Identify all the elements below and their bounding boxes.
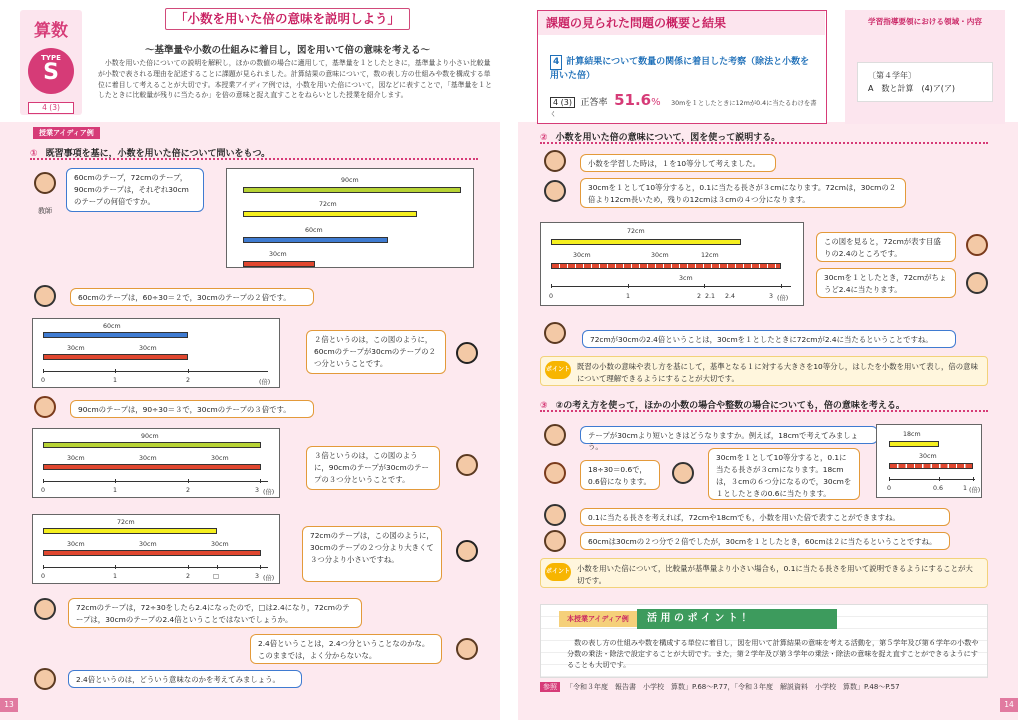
fr1-unit: (倍) xyxy=(777,295,789,302)
point-text-1: 既習の小数の意味や表し方を基にして，基準となる１に対する大きさを10等分し，はしたを小数を用いて表し，倍の意味について理解できるようにすることが大切です。 xyxy=(577,362,978,383)
subject-badge xyxy=(20,10,82,115)
fr2-tick-1 xyxy=(973,477,974,481)
type-circle xyxy=(28,48,74,94)
fr2-tape-30 xyxy=(889,463,973,469)
intro-text: 小数を用いた倍についての説明を解釈し，ほかの数値の場合に適用して，基準量を１としたときに，基準量より小さい比較量が小数で表される理由を記述することに課題が見られました。計算結果の意味について，数の表し方の仕組みや数を構成する単位に着目して考えることが大切です。本授業アイディア例では，小数を用いた倍について，図などに表すことで，「基準量を１としたときに比較量が残りに当たるか」を倍の意味と捉え直すことをねらいとした授業を紹介します。 xyxy=(98,59,493,100)
fig2-t1: 1 xyxy=(113,377,118,384)
figure-90-vs-30 xyxy=(32,428,280,498)
fig3-t3: 3 xyxy=(255,487,260,494)
fig2-tick-2 xyxy=(188,369,189,373)
fig3-unit: (倍) xyxy=(263,489,275,496)
fig4-tick-2 xyxy=(188,565,189,569)
fig3-tick-1 xyxy=(115,479,116,483)
fig3-tick-2 xyxy=(188,479,189,483)
result-box-title: 課題の見られた問題の概要と結果 xyxy=(538,11,825,35)
student-avatar-2 xyxy=(456,342,478,364)
teacher-avatar xyxy=(34,172,56,194)
page-title: 「小数を用いた倍の意味を説明しよう」 xyxy=(165,8,410,30)
fr2-axis xyxy=(889,479,975,480)
result-value: 51.6 xyxy=(614,91,652,109)
fig4-tape-72 xyxy=(43,528,217,534)
curriculum-item: A 数と計算 (4)ア(ア) xyxy=(868,84,956,93)
curriculum-grade: 〔第４学年〕 xyxy=(868,71,916,80)
fig4-t3: 3 xyxy=(255,573,260,580)
fr2-label-18: 18cm xyxy=(903,431,921,438)
fig4-t2: 2 xyxy=(186,573,191,580)
r-avatar-7 xyxy=(544,462,566,484)
r-avatar-6 xyxy=(544,424,566,446)
fig4-tick-0 xyxy=(43,565,44,569)
fig4-tick-3 xyxy=(260,565,261,569)
fr1-t3: 3 xyxy=(769,293,774,300)
fig3-label-30c: 30cm xyxy=(211,455,229,462)
point-icon-2: ポイント xyxy=(545,563,571,581)
fig3-label-30b: 30cm xyxy=(139,455,157,462)
fr2-unit: (倍) xyxy=(969,487,981,494)
step-1-text: 既習事項を基に，小数を用いた倍について問いをもつ。 xyxy=(45,149,271,159)
step-3-heading xyxy=(540,398,988,412)
fr1-t2: 2 xyxy=(697,293,702,300)
fig4-tick-1 xyxy=(115,565,116,569)
problem-text: 計算結果について数量の関係に着目した考察（除法と小数を用いた倍） xyxy=(550,57,810,81)
point-box-2 xyxy=(540,558,988,588)
fig2-label-30a: 30cm xyxy=(67,345,85,352)
r-avatar-10 xyxy=(544,530,566,552)
fr1-label-3: 3cm xyxy=(679,275,693,282)
result-label: 正答率 xyxy=(580,98,608,108)
problem-code: 4 (3) xyxy=(28,102,74,114)
figure-60-vs-30 xyxy=(32,318,280,388)
fig4-t1: 1 xyxy=(113,573,118,580)
result-number: 4 (3) xyxy=(550,97,575,108)
fig2-label-60: 60cm xyxy=(103,323,121,330)
fr1-t24: 2.4 xyxy=(725,293,736,300)
point-text-2: 小数を用いた倍について，比較量が基準量より小さい場合も，0.1に当たる長さを用いて説明できるようにすることが大切です。 xyxy=(577,564,973,585)
fig2-tick-0 xyxy=(43,369,44,373)
fig3-t2: 2 xyxy=(186,487,191,494)
reference-tag: 参照 xyxy=(540,682,560,692)
student-bubble-8: 2.4倍ということは，2.4つ分ということなのかな。このままでは，よく分からないな。 xyxy=(250,634,442,664)
teacher-bubble-1: 60cmのテープ，72cmのテープ，90cmのテープは，それぞれ30cmのテープの何倍ですか。 xyxy=(66,168,204,212)
fig3-tick-3 xyxy=(260,479,261,483)
fr1-label-12: 12cm xyxy=(701,252,719,259)
fig2-tick-1 xyxy=(115,369,116,373)
fr1-tape-72 xyxy=(551,239,741,245)
student-avatar-1 xyxy=(34,285,56,307)
page-number-left: 13 xyxy=(0,698,18,712)
curriculum-title: 学習指導要領における領域・内容 xyxy=(868,17,982,26)
fig1-label-90: 90cm xyxy=(341,177,359,184)
figure-72-decimal xyxy=(540,222,804,306)
teacher-bubble-9: 2.4倍というのは，どういう意味なのかを考えてみましょう。 xyxy=(68,670,302,688)
r-bubble-2: 30cmを１として10等分すると，0.1に当たる長さが３cmになります。72cmは，30cmの２倍より12cm長いため，残りの12cmは３cmの４つ分になります。 xyxy=(580,178,906,208)
fig2-tape-30x2 xyxy=(43,354,188,360)
figure-72-vs-30 xyxy=(32,514,280,584)
fr2-tick-0 xyxy=(889,477,890,481)
fig3-tape-90 xyxy=(43,442,261,448)
fig3-label-90: 90cm xyxy=(141,433,159,440)
teacher-label: 教師 xyxy=(38,207,52,215)
r-bubble-5: 72cmが30cmの2.4倍ということは，30cmを１としたときに72cmが2.4に当たるということですね。 xyxy=(582,330,956,348)
result-unit: % xyxy=(651,97,661,108)
fr1-tick-3 xyxy=(781,284,782,288)
r-bubble-3: この図を見ると，72cmが表す目盛りの2.4のところです。 xyxy=(816,232,956,262)
fig3-t1: 1 xyxy=(113,487,118,494)
student-avatar-5 xyxy=(456,540,478,562)
r-avatar-9 xyxy=(544,504,566,526)
section-tag: 授業アイディア例 xyxy=(33,127,100,139)
r-avatar-5 xyxy=(544,322,566,344)
step-2-heading xyxy=(540,130,988,144)
result-line xyxy=(550,91,820,118)
tape-30 xyxy=(243,261,315,267)
fr1-tick-0 xyxy=(551,284,552,288)
fr1-label-30a: 30cm xyxy=(573,252,591,259)
fr1-label-72: 72cm xyxy=(627,228,645,235)
step-3-text: ②の考え方を使って，ほかの小数の場合や整数の場合についても，倍の意味を考える。 xyxy=(555,401,905,411)
type-letter: S xyxy=(43,60,59,85)
student-avatar-6 xyxy=(34,598,56,620)
r-avatar-4 xyxy=(966,272,988,294)
fig4-label-30a: 30cm xyxy=(67,541,85,548)
fig4-box: □ xyxy=(213,573,219,580)
student-avatar-3 xyxy=(34,396,56,418)
fig2-t2: 2 xyxy=(186,377,191,384)
fig2-unit: (倍) xyxy=(259,379,271,386)
r-bubble-7: 18÷30＝0.6で，0.6倍になります。 xyxy=(580,460,660,490)
fr1-axis xyxy=(551,286,791,287)
note-tag: 本授業アイディア例 xyxy=(559,611,637,627)
r-bubble-1: 小数を学習した時は，１を10等分して考えました。 xyxy=(580,154,776,172)
fig3-axis xyxy=(43,481,268,482)
curriculum-box xyxy=(845,10,1005,124)
step-2-number: ② xyxy=(540,133,548,143)
result-box xyxy=(537,10,827,124)
r-bubble-9: 0.1に当たる長さを考えれば，72cmや18cmでも，小数を用いた倍で表すことができますね。 xyxy=(580,508,950,526)
student-bubble-5: ３倍というのは，この図のように，90cmのテープが30cmのテープの３つ分ということです。 xyxy=(306,446,440,490)
student-avatar-4 xyxy=(456,454,478,476)
fr2-label-30: 30cm xyxy=(919,453,937,460)
fr1-t21: 2.1 xyxy=(705,293,716,300)
fig1-label-72: 72cm xyxy=(319,201,337,208)
fig4-tape-30x3 xyxy=(43,550,261,556)
tape-90 xyxy=(243,187,461,193)
fig3-label-30a: 30cm xyxy=(67,455,85,462)
fr1-tape-30x3 xyxy=(551,263,781,269)
problem-number: 4 xyxy=(550,55,562,70)
application-note xyxy=(540,604,988,678)
r-avatar-2 xyxy=(544,180,566,202)
fr1-t0: 0 xyxy=(549,293,554,300)
fig2-t0: 0 xyxy=(41,377,46,384)
page-number-right: 14 xyxy=(1000,698,1018,712)
result-description: 30mを１としたときに12mが0.4に当たるわけを書く xyxy=(550,100,817,118)
fig1-label-30: 30cm xyxy=(269,251,287,258)
fr2-tape-18 xyxy=(889,441,939,447)
student-bubble-4: 90cmのテープは，90÷30＝３で，30cmのテープの３倍です。 xyxy=(70,400,314,418)
note-body: 数の表し方の仕組みや数を構成する単位に着目し，図を用いて計算結果の意味を考える活動を，第５学年及び第６学年の小数や分数の乗法・除法で設定することが大切です。また，第２学年及び第３学年の乗法・除法の意味を捉え直すことができるようにすることも大切です。 xyxy=(567,638,979,669)
reference-line xyxy=(540,682,900,692)
fig3-tape-30x3 xyxy=(43,464,261,470)
fr1-label-30b: 30cm xyxy=(651,252,669,259)
r-bubble-6: テープが30cmより短いときはどうなりますか。例えば，18cmで考えてみましょう。 xyxy=(580,426,878,444)
fig2-label-30b: 30cm xyxy=(139,345,157,352)
r-bubble-4: 30cmを１としたとき，72cmがちょうど2.4に当たります。 xyxy=(816,268,956,298)
reference-text: 「令和３年度 報告書 小学校 算数」P.68～P.77，「令和３年度 解説資料 小学校 算数」P.48～P.57 xyxy=(566,683,900,691)
r-bubble-8: 30cmを１として10等分すると，0.1に当たる長さが３cmになります。18cmは，３cmの６つ分になるので，30cmを１としたときの0.6に当たります。 xyxy=(708,448,860,500)
fig4-label-30c: 30cm xyxy=(211,541,229,548)
fig4-tick-box xyxy=(217,565,218,569)
note-title: 活 用 の ポ イ ン ト ！ xyxy=(637,609,837,629)
student-bubble-2: 60cmのテープは，60÷30＝２で，30cmのテープの２倍です。 xyxy=(70,288,314,306)
fig3-t0: 0 xyxy=(41,487,46,494)
fr2-t06: 0.6 xyxy=(933,485,944,492)
fr1-t1: 1 xyxy=(626,293,631,300)
curriculum-content xyxy=(857,62,993,102)
r-avatar-3 xyxy=(966,234,988,256)
figure-18-decimal xyxy=(876,424,982,498)
fr2-t1: 1 xyxy=(963,485,968,492)
r-avatar-1 xyxy=(544,150,566,172)
subject-label: 算数 xyxy=(34,21,68,41)
fig4-t0: 0 xyxy=(41,573,46,580)
step-1-number: ① xyxy=(30,149,38,159)
point-box-1 xyxy=(540,356,988,386)
fig3-tick-0 xyxy=(43,479,44,483)
fig4-label-30b: 30cm xyxy=(139,541,157,548)
student-bubble-3: ２倍というのは，この図のように，60cmのテープが30cmのテープの２つ分ということです。 xyxy=(306,330,446,374)
fig4-axis xyxy=(43,567,268,568)
step-2-text: 小数を用いた倍の意味について，図を使って説明する。 xyxy=(555,133,781,143)
fig4-unit: (倍) xyxy=(263,575,275,582)
fig2-tape-60 xyxy=(43,332,188,338)
fig2-axis xyxy=(43,371,268,372)
type-label: TYPE xyxy=(41,54,61,62)
fig1-label-60: 60cm xyxy=(305,227,323,234)
fig4-label-72: 72cm xyxy=(117,519,135,526)
tape-60 xyxy=(243,237,388,243)
r-avatar-8 xyxy=(672,462,694,484)
fr1-tick-1 xyxy=(628,284,629,288)
fr2-tick-06 xyxy=(939,477,940,481)
point-icon-1: ポイント xyxy=(545,361,571,379)
student-bubble-7: 72cmのテープは，72÷30をしたら2.4になったので，□は2.4になり，72cmのテープは，30cmのテープの2.4倍ということではないでしょうか。 xyxy=(68,598,362,628)
tape-72 xyxy=(243,211,417,217)
student-bubble-6: 72cmのテープは，この図のように，30cmのテープの２つ分より大きくて３つ分より小さいですね。 xyxy=(302,526,442,582)
figure-tapes xyxy=(226,168,474,268)
step-1-heading xyxy=(30,146,478,160)
fr2-t0: 0 xyxy=(887,485,892,492)
problem-summary xyxy=(550,55,815,83)
student-avatar-7 xyxy=(456,638,478,660)
step-3-number: ③ xyxy=(540,401,548,411)
r-bubble-10: 60cmは30cmの２つ分で２倍でしたが，30cmを１としたとき，60cmは２に当たるということですね。 xyxy=(580,532,950,550)
fr1-tick-2 xyxy=(704,284,705,288)
teacher-avatar-2 xyxy=(34,668,56,690)
page-subtitle: ～基準量や小数の仕組みに着目し，図を用いて倍の意味を考える～ xyxy=(144,45,430,56)
